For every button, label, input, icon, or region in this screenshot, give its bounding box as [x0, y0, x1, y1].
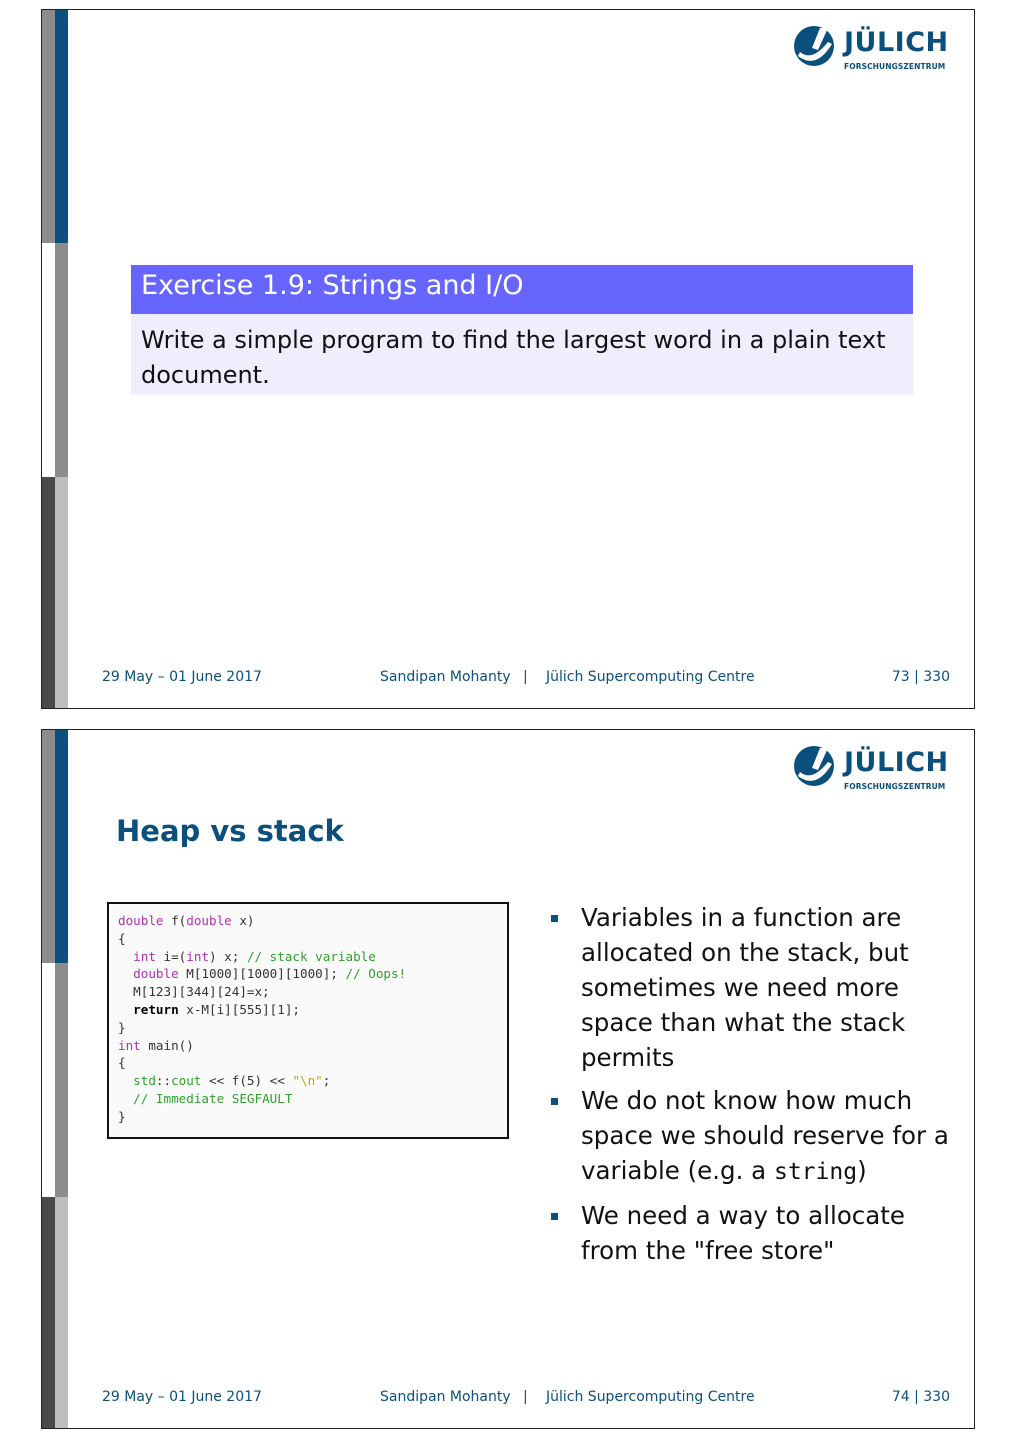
footer-author: Sandipan Mohanty — [380, 1389, 511, 1405]
bullet-item — [549, 1198, 949, 1268]
code-line: { — [118, 930, 126, 946]
slide-footer — [42, 1389, 974, 1407]
logo-subtitle: FORSCHUNGSZENTRUM — [844, 62, 946, 71]
footer-date: 29 May – 01 June 2017 — [102, 669, 262, 685]
bullet-text: We do not know how much space we should reserve for a variable (e.g. a — [581, 1086, 949, 1185]
footer-institution: Jülich Supercomputing Centre — [546, 669, 755, 685]
code-line: double M[1000][1000][1000]; // Oops! — [133, 966, 407, 982]
bullet-square-icon — [551, 1098, 558, 1105]
bullet-text: We need a way to allocate from the "free store" — [581, 1201, 905, 1265]
bullet-text: ) — [857, 1156, 867, 1185]
bullet-item — [549, 900, 949, 1075]
bullet-list — [549, 900, 949, 1276]
bullet-item — [549, 1083, 949, 1190]
julich-logo — [792, 742, 952, 796]
slide-sidebar — [42, 10, 68, 708]
exercise-block-text: Write a simple program to find the largest word in a plain text document. — [131, 314, 913, 395]
slide-footer — [42, 669, 974, 687]
footer-separator: | — [523, 669, 528, 685]
julich-logo — [792, 22, 952, 76]
bullet-square-icon — [551, 1213, 558, 1220]
slide-73 — [41, 9, 975, 709]
logo-name: JÜLICH — [844, 27, 949, 58]
footer-author: Sandipan Mohanty — [380, 669, 511, 685]
footer-page-number: 73 | 330 — [891, 669, 950, 685]
code-line: // Immediate SEGFAULT — [133, 1090, 293, 1106]
julich-logo-icon — [792, 22, 840, 70]
code-listing — [107, 902, 509, 1139]
exercise-block — [131, 265, 913, 395]
code-line: int i=(int) x; // stack variable — [133, 948, 376, 964]
logo-subtitle: FORSCHUNGSZENTRUM — [844, 782, 946, 791]
bullet-text: Variables in a function are allocated on the stack, but sometimes we need more space than what the stack permits — [581, 903, 909, 1072]
code-line: M[123][344][24]=x; — [118, 984, 270, 1000]
footer-page-number: 74 | 330 — [891, 1389, 950, 1405]
code-line: { — [118, 1055, 126, 1071]
code-line: } — [118, 1108, 126, 1124]
code-line: return x-M[i][555][1]; — [133, 1001, 300, 1017]
code-line: std::cout << f(5) << "\n"; — [133, 1073, 331, 1089]
code-line: } — [118, 1019, 126, 1035]
footer-institution: Jülich Supercomputing Centre — [546, 1389, 755, 1405]
slide-title: Heap vs stack — [116, 814, 344, 848]
bullet-square-icon — [551, 915, 558, 922]
exercise-block-title: Exercise 1.9: Strings and I/O — [131, 265, 913, 314]
code-line: double f(double x) — [118, 913, 255, 928]
slide-74 — [41, 729, 975, 1429]
logo-name: JÜLICH — [844, 747, 949, 778]
slide-sidebar — [42, 730, 68, 1428]
footer-separator: | — [523, 1389, 528, 1405]
code-line: int main() — [118, 1037, 194, 1053]
julich-logo-icon — [792, 742, 840, 790]
footer-date: 29 May – 01 June 2017 — [102, 1389, 262, 1405]
bullet-code: string — [773, 1159, 858, 1185]
